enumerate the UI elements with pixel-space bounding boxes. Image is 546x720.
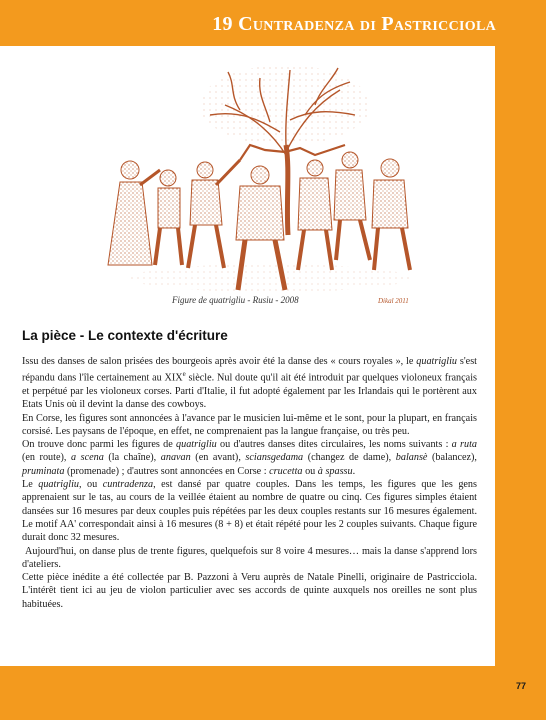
paragraph: On trouve donc parmi les figures de quatrigliu ou d'autres danses dites circulaires, les noms suivants : a ruta (en route), a scena (la chaîne), anavan (en avant), sciansgedama (changez de dame), balansè (balancez), pruminata (promenade) ; d'autres sont annoncées en Corse : crucetta ou à spassu. <box>22 439 477 477</box>
dancer-man-3 <box>188 160 240 268</box>
page-number: 77 <box>515 681 526 691</box>
paragraph: Aujourd'hui, on danse plus de trente figures, quelquefois sur 8 voire 4 mesures… mais la danse s'apprend lors d'ateliers. <box>22 545 477 570</box>
artist-signature: Dikal 2011 <box>378 297 409 305</box>
paragraph: Le quatrigliu, ou cuntradenza, est dansé par quatre couples. Dans les temps, les figures que les gens apprenaient sur le tas, au cours de la veillée étaient au nombre de quatre ou cinq. Ces figures simples étaient dansées sur 16 mesures par deux couples puis répétées par les deux couples restants sur 16 mesures également. Le motif AA' correspondait ainsi à 16 mesures (8 + 8) et était répété pour les 2 couples suivants. Chaque figure durait donc 32 mesures. <box>22 479 477 544</box>
dancer-man-5 <box>298 160 332 270</box>
paragraph: En Corse, les figures sont annoncées à l'avance par le musicien lui-même et le sont, pour la plupart, en français corsisé. Les paysans de l'époque, en effet, ne comprenaient pas la langue française, ou très peu. <box>22 412 477 437</box>
dancer-man-6 <box>334 152 370 260</box>
section-heading: La pièce - Le contexte d'écriture <box>22 328 228 343</box>
header-band <box>0 0 546 46</box>
paragraph: Cette pièce inédite a été collectée par B. Pazzoni à Veru auprès de Natale Pinelli, originaire de Pastricciola. L'intérêt tient ici au jeu de violon particulier avec ses accords de quinte auxquels nos oreilles ne sont plus habituées. <box>22 572 477 610</box>
dancer-man-2 <box>155 170 182 265</box>
chapter-title: 19 Cuntradenza di Pastricciola <box>212 13 496 35</box>
dancers-illustration <box>100 60 420 310</box>
figure-caption: Figure de quatrigliu - Rusiu - 2008 <box>172 295 299 305</box>
dancer-woman-dress <box>108 161 160 265</box>
paragraph: Issu des danses de salon prisées des bourgeois après avoir été la danse des « cours royales », le quatrigliu s'est répandu dans l'île certainement au XIXe siècle. Nul doute qu'il ait été introduit par quelques violoneux français et perpétué par les violoneux corses. Parti d'Italie, il fut adopté également par les Irlandais qui le portèrent aux Etats Unis où il devint la danse des cowboys. <box>22 356 477 411</box>
body-text <box>22 355 477 611</box>
dancer-man-7 <box>372 159 410 270</box>
page-panel <box>0 46 495 666</box>
